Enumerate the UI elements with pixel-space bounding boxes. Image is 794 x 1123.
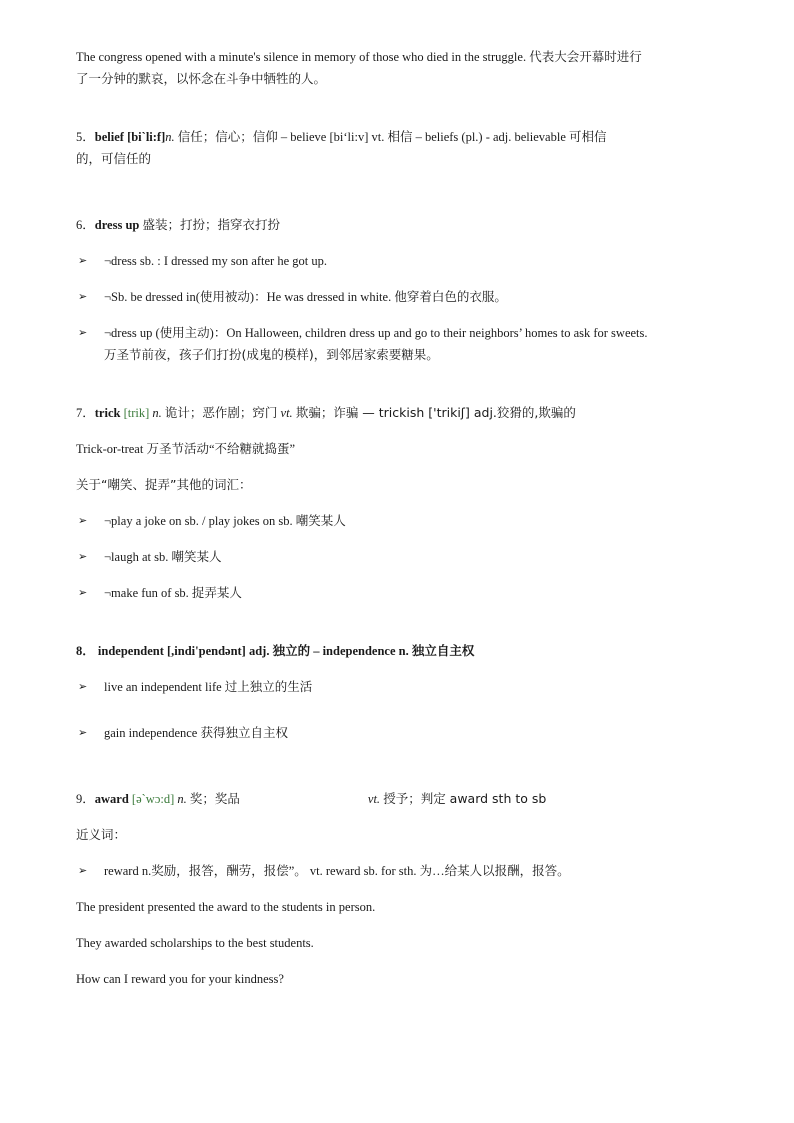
section-9-bullet-1 xyxy=(76,860,724,882)
arrow-bullet-icon: ➢ xyxy=(78,550,88,563)
bullet-text: gain independence 获得独立自主权 xyxy=(104,726,288,740)
bullet-text: ¬play a joke on sb. / play jokes on sb. 嘲笑某人 xyxy=(104,514,346,528)
bullet-text: live an independent life 过上独立的生活 xyxy=(104,680,313,694)
trick-or-treat-line: Trick-or-treat 万圣节活动“不给糖就捣蛋” xyxy=(76,442,296,456)
section-6-bullet-2 xyxy=(76,286,724,308)
section-8-bullet-2 xyxy=(76,722,724,744)
section-7-phonetic: [trik] xyxy=(123,406,150,420)
section-6-heading xyxy=(76,214,724,236)
section-6-meaning: 盛装；打扮；指穿衣打扮 xyxy=(142,217,280,232)
bullet-text: ¬make fun of sb. 捉弄某人 xyxy=(104,586,242,600)
bullet-text: ¬laugh at sb. 嘲笑某人 xyxy=(104,550,222,564)
about-mock-line: 关于“嘲笑、捉弄”其他的词汇： xyxy=(76,477,252,492)
section-9-number: 9． xyxy=(76,792,95,806)
example-sentence-3: How can I reward you for your kindness? xyxy=(76,972,284,986)
bullet-text-cn: 万圣节前夜，孩子们打扮(成鬼的模样)，到邻居家索要糖果。 xyxy=(104,347,439,362)
intro-chinese-1: 代表大会开幕时进行 xyxy=(529,49,642,64)
arrow-bullet-icon: ➢ xyxy=(78,254,88,267)
synonym-label: 近义词： xyxy=(76,827,127,842)
section-9-pos-vt: vt. xyxy=(367,792,381,806)
section-8-heading xyxy=(76,640,724,662)
section-9-heading xyxy=(76,788,724,810)
section-7-bullet-2 xyxy=(76,546,724,568)
section-7-meaning-n: 诡计；恶作剧；窍门 xyxy=(164,405,278,420)
bullet-text: ¬dress sb. : I dressed my son after he got up. xyxy=(104,254,327,268)
section-9-pos-n: n. xyxy=(177,792,187,806)
arrow-bullet-icon: ➢ xyxy=(78,326,88,339)
intro-line-1 xyxy=(76,46,724,68)
arrow-bullet-icon: ➢ xyxy=(78,680,88,693)
section-6-bullet-1 xyxy=(76,250,724,272)
section-9-phonetic: [ə`wɔ:d] xyxy=(131,792,175,806)
section-5-phonetic: [bi`li:f] xyxy=(127,130,166,144)
section-7-heading xyxy=(76,402,724,424)
example-sentence-1: The president presented the award to the students in person. xyxy=(76,900,376,914)
bullet-text: ¬dress up (使用主动)：On Halloween, children dress up and go to their neighbors’ homes to ask for sweets. xyxy=(104,326,648,340)
section-5-meaning: 信任；信心；信仰 xyxy=(177,129,278,144)
section-8-number: 8． xyxy=(76,644,95,658)
section-9-meaning-n: 奖；奖品 xyxy=(189,791,240,806)
section-5-number: 5． xyxy=(76,130,95,144)
arrow-bullet-icon: ➢ xyxy=(78,726,88,739)
section-9-word: award xyxy=(94,792,129,806)
section-7-pos-n: n. xyxy=(152,406,162,420)
section-6-number: 6． xyxy=(76,218,95,232)
section-7-number: 7． xyxy=(76,406,95,420)
section-5-heading xyxy=(76,126,724,148)
arrow-bullet-icon: ➢ xyxy=(78,586,88,599)
example-sentence-2: They awarded scholarships to the best students. xyxy=(76,936,314,950)
section-6-bullet-3 xyxy=(76,322,724,366)
section-9-meaning-vt: 授予；判定 award sth to sb xyxy=(383,791,547,806)
section-7-word: trick xyxy=(94,406,121,420)
bullet-text: reward n.奖励，报答，酬劳，报偿”。 vt. reward sb. for sth. 为…给某人以报酬，报答。 xyxy=(104,864,570,878)
intro-line-2: 了一分钟的默哀，以怀念在斗争中牺牲的人。 xyxy=(76,71,327,86)
section-8-bullet-1 xyxy=(76,676,724,698)
section-7-bullet-1 xyxy=(76,510,724,532)
section-6-word: dress up xyxy=(94,218,140,232)
intro-english: The congress opened with a minute's silence in memory of those who died in the struggle. xyxy=(76,50,527,64)
arrow-bullet-icon: ➢ xyxy=(78,514,88,527)
section-5-pos: n. xyxy=(165,130,175,144)
section-8-head: independent [,indi'pendənt] adj. 独立的 – independence n. 独立自主权 xyxy=(97,644,475,658)
section-7-meaning-vt: 欺骗；诈骗 — trickish ['trikiʃ] adj.狡猾的,欺骗的 xyxy=(295,405,576,420)
section-5-rest: – believe [bi‘li:v] vt. 相信 – beliefs (pl.) - adj. believable 可相信 xyxy=(280,130,607,144)
section-7-bullet-3 xyxy=(76,582,724,604)
section-7-pos-vt: vt. xyxy=(280,406,293,420)
bullet-text: ¬Sb. be dressed in(使用被动)：He was dressed in white. 他穿着白色的衣服。 xyxy=(104,290,507,304)
arrow-bullet-icon: ➢ xyxy=(78,290,88,303)
section-5-word: belief xyxy=(94,130,124,144)
document-page xyxy=(76,46,724,990)
arrow-bullet-icon: ➢ xyxy=(78,864,88,877)
section-5-line-2: 的，可信任的 xyxy=(76,151,152,166)
